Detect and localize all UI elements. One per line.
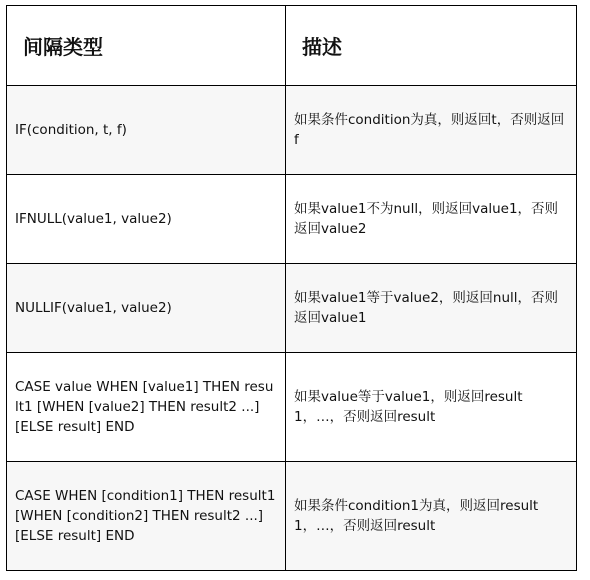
- function-table: [6, 5, 577, 571]
- table-row: [7, 462, 577, 571]
- header-row: [7, 6, 577, 86]
- syntax-cell: NULLIF(value1, value2): [7, 264, 286, 353]
- table-row: [7, 86, 577, 175]
- syntax-cell: IFNULL(value1, value2): [7, 175, 286, 264]
- table-row: [7, 264, 577, 353]
- header-description: 描述: [286, 6, 577, 86]
- table-row: [7, 353, 577, 462]
- table-row: [7, 175, 577, 264]
- description-cell: 如果value1不为null，则返回value1，否则返回value2: [286, 175, 577, 264]
- description-cell: 如果value1等于value2，则返回null，否则返回value1: [286, 264, 577, 353]
- description-cell: 如果value等于value1，则返回result1，…，否则返回result: [286, 353, 577, 462]
- description-cell: 如果条件condition1为真，则返回result1，…，否则返回result: [286, 462, 577, 571]
- syntax-cell: CASE value WHEN [value1] THEN result1 [WHEN [value2] THEN result2 ...] [ELSE result] END: [7, 353, 286, 462]
- syntax-cell: CASE WHEN [condition1] THEN result1 [WHEN [condition2] THEN result2 ...] [ELSE result] END: [7, 462, 286, 571]
- header-interval-type: 间隔类型: [7, 6, 286, 86]
- syntax-cell: IF(condition, t, f): [7, 86, 286, 175]
- description-cell: 如果条件condition为真，则返回t，否则返回f: [286, 86, 577, 175]
